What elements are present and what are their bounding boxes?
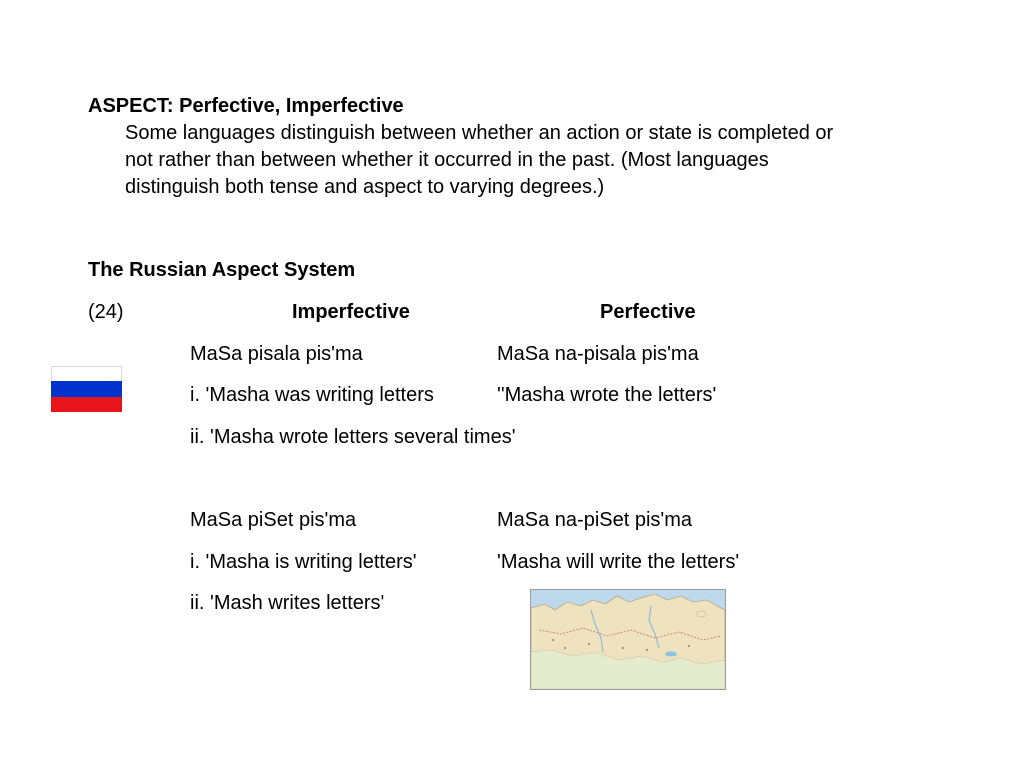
row-4-imperfective: MaSa piSet pis'ma [190,509,357,531]
column-header-perfective: Perfective [600,301,696,323]
row-2-imperfective: i. 'Masha was writing letters [190,384,434,406]
paragraph-line: distinguish both tense and aspect to varying degrees.) [125,176,605,198]
map-drawing [531,590,725,689]
russian-flag-image [51,366,122,412]
example-number: (24) [88,301,124,323]
column-header-imperfective: Imperfective [292,301,410,323]
row-5-perfective: 'Masha will write the letters' [497,551,740,573]
map-lake [665,652,677,657]
flag-red-stripe [51,397,122,412]
map-city-dot [646,649,648,651]
intro-paragraph [125,120,945,201]
row-3-imperfective: ii. 'Masha wrote letters several times' [190,426,516,448]
row-2-perfective: ''Masha wrote the letters' [497,384,717,406]
section-title: The Russian Aspect System [88,259,356,281]
row-1-perfective: MaSa na-pisala pis'ma [497,343,699,365]
map-island [696,611,706,617]
row-1-imperfective: MaSa pisala pis'ma [190,343,363,365]
map-city-dot [622,647,624,649]
row-4-perfective: MaSa na-piSet pis'ma [497,509,693,531]
map-city-dot [688,645,690,647]
row-6-imperfective: ii. 'Mash writes letters' [190,592,385,614]
flag-blue-stripe [51,381,122,396]
slide-heading: ASPECT: Perfective, Imperfective [88,95,404,117]
map-city-dot [552,639,554,641]
paragraph-line: not rather than between whether it occurred in the past. (Most languages [125,149,769,171]
map-city-dot [588,643,590,645]
russia-map-image [530,589,726,690]
map-city-dot [564,647,566,649]
flag-white-stripe [51,366,122,381]
paragraph-line: Some languages distinguish between whether an action or state is completed or [125,122,834,144]
row-5-imperfective: i. 'Masha is writing letters' [190,551,417,573]
